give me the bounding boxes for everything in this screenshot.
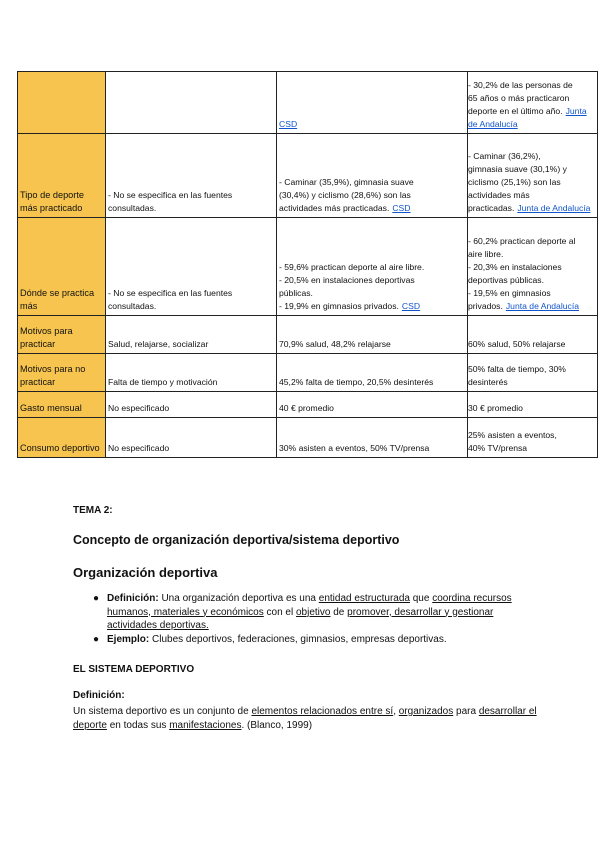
table-row [18, 134, 598, 218]
cell-source-junta: 25% asisten a eventos, 40% TV/prensa [468, 418, 598, 458]
definition-list [93, 592, 533, 646]
junta-andalucia-link[interactable]: Junta de Andalucía [517, 203, 591, 213]
row-label-cell: Motivos para no practicar [18, 354, 106, 392]
row-label-cell: Consumo deportivo [18, 418, 106, 458]
table-row [18, 418, 598, 458]
junta-andalucia-link[interactable]: Junta de Andalucía [505, 301, 579, 311]
section-heading-organization: Organización deportiva [73, 565, 218, 580]
section-heading-system: EL SISTEMA DEPORTIVO [73, 664, 195, 675]
row-label-cell [18, 72, 106, 134]
csd-link[interactable]: CSD [279, 119, 298, 129]
cell-source-csd [277, 72, 468, 134]
csd-link[interactable]: CSD [392, 203, 411, 213]
cell-source-csd: 45,2% falta de tiempo, 20,5% desinterés [277, 354, 468, 392]
list-item-example: ● Ejemplo: Clubes deportivos, federaciones, gimnasios, empresas deportivas. [93, 633, 447, 645]
cell-source-junta: - 60,2% practican deporte al aire libre. - 20,3% en instalaciones deportivas públicas. - 19,5% en gimnasios privados. Junta de Andalucía [468, 218, 598, 316]
cell-source-csd: 40 € promedio [277, 392, 468, 418]
definition-label: Definición: [107, 593, 159, 604]
cell-source-1: - No se especifica en las fuentes consultadas. [106, 134, 277, 218]
example-label: Ejemplo: [107, 633, 150, 645]
cell-source-csd: - 59,6% practican deporte al aire libre. - 20,5% en instalaciones deportivas públicas. - 19,9% en gimnasios privados. CSD [277, 218, 468, 316]
definition-heading: Definición: [73, 690, 125, 701]
cell-source-junta: 60% salud, 50% relajarse [468, 316, 598, 354]
cell-source-junta: 50% falta de tiempo, 30% desinterés [468, 354, 598, 392]
cell-source-1: - No se especifica en las fuentes consultadas. [106, 218, 277, 316]
table-row [18, 392, 598, 418]
cell-source-1: No especificado [106, 418, 277, 458]
row-label-cell: Tipo de deporte más practicado [18, 134, 106, 218]
cell-source-1: Salud, relajarse, socializar [106, 316, 277, 354]
junta-andalucia-link[interactable]: Junta de Andalucía [468, 106, 587, 129]
list-item-definition: ● Definición: Una organización deportiva es una entidad estructurada que coordina recursos humanos, materiales y económicos con el objetivo de promover, desarrollar y gestionar actividades deportivas. [93, 593, 512, 631]
table-row [18, 316, 598, 354]
bullet-icon: ● [93, 593, 100, 604]
definition-paragraph: Un sistema deportivo es un conjunto de elementos relacionados entre sí, organizados para desarrollar el deporte en todas sus manifestaciones. (Blanco, 1999) [73, 706, 537, 731]
cell-source-1: Falta de tiempo y motivación [106, 354, 277, 392]
bullet-icon: ● [93, 633, 100, 645]
cell-source-csd: 30% asisten a eventos, 50% TV/prensa [277, 418, 468, 458]
cell-source-junta: - Caminar (36,2%), gimnasia suave (30,1%) y ciclismo (25,1%) son las actividades más practicadas. Junta de Andalucía [468, 134, 598, 218]
table-row [18, 72, 598, 134]
cell-source-1 [106, 72, 277, 134]
row-label-cell: Motivos para practicar [18, 316, 106, 354]
row-label-cell: Gasto mensual [18, 392, 106, 418]
cell-source-junta: - 30,2% de las personas de 65 años o más practicaron deporte en el último año. Junta de Andalucía [468, 72, 598, 134]
table-row [18, 354, 598, 392]
row-label-cell: Dónde se practica más [18, 218, 106, 316]
csd-link[interactable]: CSD [401, 301, 421, 311]
cell-source-csd: - Caminar (35,9%), gimnasia suave (30,4%) y ciclismo (28,6%) son las actividades más practicadas. CSD [277, 134, 468, 218]
cell-source-junta: 30 € promedio [468, 392, 598, 418]
table-row [18, 218, 598, 316]
comparison-table [17, 71, 598, 458]
cell-source-csd: 70,9% salud, 48,2% relajarse [277, 316, 468, 354]
section-heading-concept: Concepto de organización deportiva/sistema deportivo [73, 533, 400, 547]
cell-source-1: No especificado [106, 392, 277, 418]
topic-label: TEMA 2: [73, 505, 113, 516]
